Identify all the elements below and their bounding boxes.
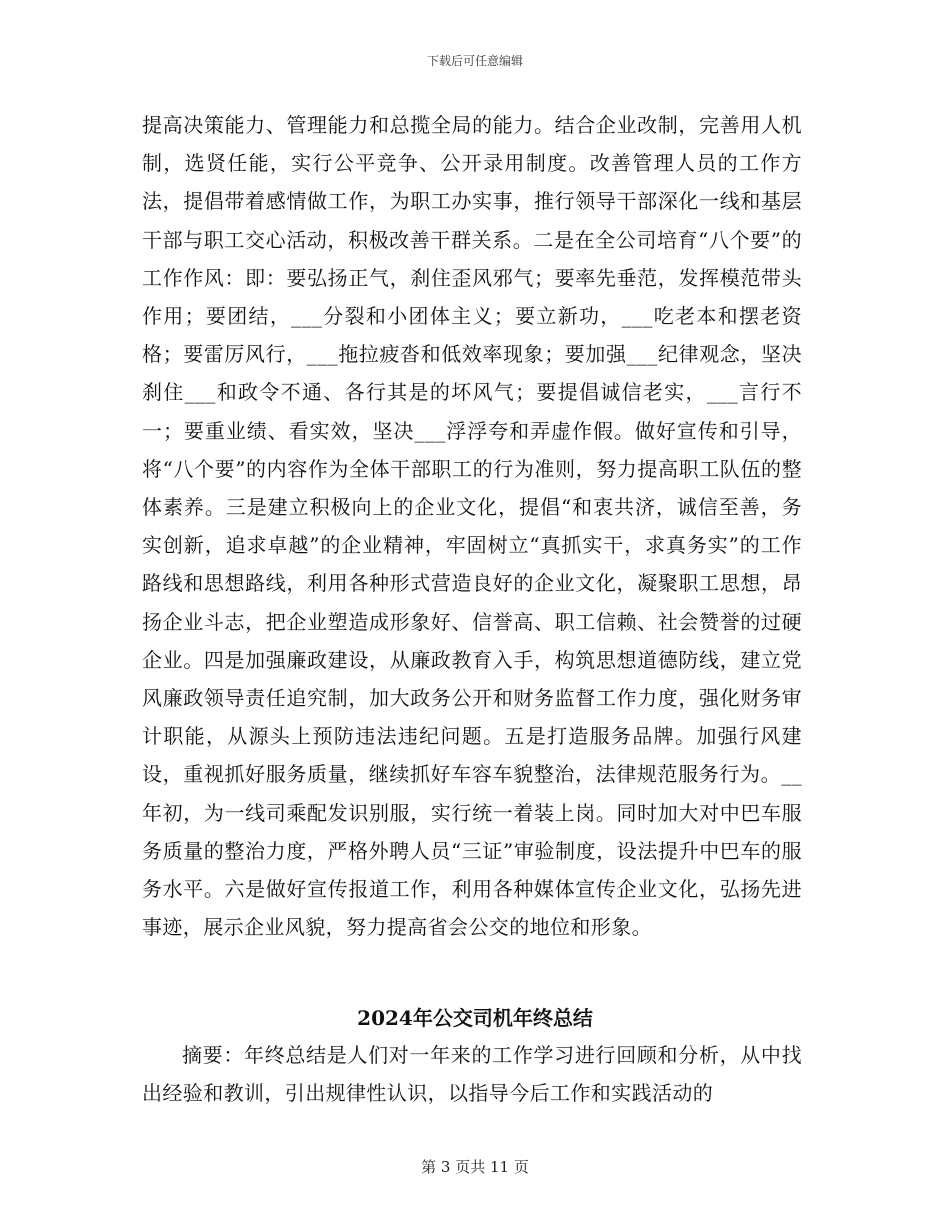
page-footer: 第 3 页共 11 页 [421, 1158, 529, 1176]
body-text [142, 106, 802, 946]
section-title: 2024年公交司机年终总结 [357, 1006, 593, 1030]
page-header: 下载后可任意编辑 [426, 54, 523, 68]
summary-paragraph: 摘要：年终总结是人们对一年来的工作学习进行回顾和分析，从中找出经验和教训，引出规律性认识，以指导今后工作和实践活动的 [142, 1043, 802, 1106]
paragraph: 提高决策能力、管理能力和总揽全局的能力。结合企业改制，完善用人机制，选贤任能，实行公平竞争、公开录用制度。改善管理人员的工作方法，提倡带着感情做工作，为职工办实事，推行领导干部深化一线和基层干部与职工交心活动，积极改善干群关系。二是在全公司培育“八个要”的工作作风：即：要弘扬正气，刹住歪风邪气；要率先垂范，发挥模范带头作用；要团结，___分裂和小团体主义；要立新功，___吃老本和摆老资格；要雷厉风行，___拖拉疲沓和低效率现象；要加强___纪律观念，坚决刹住___和政令不通、各行其是的坏风气；要提倡诚信老实，___言行不一；要重业绩、看实效，坚决___浮浮夸和弄虚作假。做好宣传和引导，将“八个要”的内容作为全体干部职工的行为准则，努力提高职工队伍的整体素养。三是建立积极向上的企业文化，提倡“和衷共济，诚信至善，务实创新，追求卓越”的企业精神，牢固树立“真抓实干，求真务实”的工作路线和思想路线，利用各种形式营造良好的企业文化，凝聚职工思想，昂扬企业斗志，把企业塑造成形象好、信誉高、职工信赖、社会赞誉的过硬企业。四是加强廉政建设，从廉政教育入手，构筑思想道德防线，建立党风廉政领导责任追究制，加大政务公开和财务监督工作力度，强化财务审计职能，从源头上预防违法违纪问题。五是打造服务品牌。加强行风建设，重视抓好服务质量，继续抓好车容车貌整治，法律规范服务行为。__年初，为一线司乘配发识别服，实行统一着装上岗。同时加大对中巴车服务质量的整治力度，严格外聘人员“三证”审验制度，设法提升中巴车的服务水平。六是做好宣传报道工作，利用各种媒体宣传企业文化，弘扬先进事迹，展示企业风貌，努力提高省会公交的地位和形象。 [142, 113, 802, 940]
